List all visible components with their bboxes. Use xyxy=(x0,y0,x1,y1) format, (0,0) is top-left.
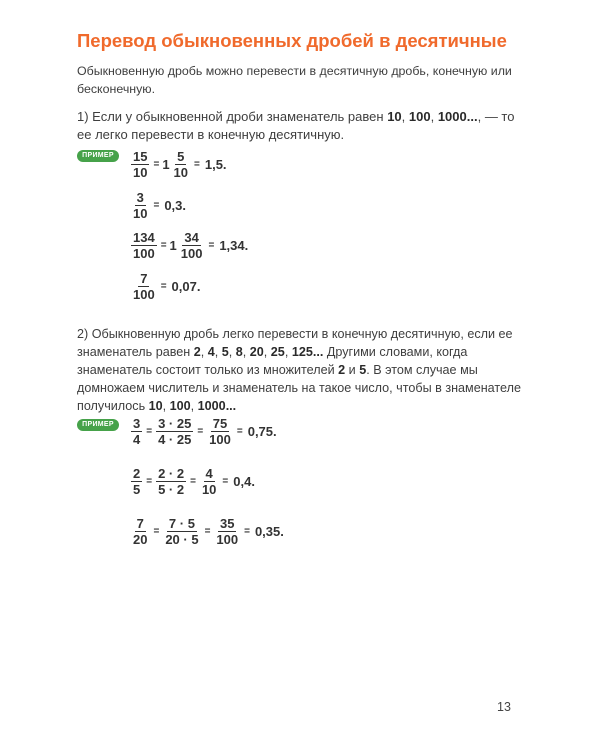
intro-paragraph: Обыкновенную дробь можно перевести в десятичную дробь, конечную или бесконечную. xyxy=(77,64,512,96)
fraction: $\frac{3 \cdot 25}{4 \cdot 25}$ xyxy=(158,416,192,447)
fraction: $\frac{7}{100}$ xyxy=(133,271,155,302)
fraction: $\frac{75}{100}$ xyxy=(209,416,231,447)
fraction: $\frac{7}{20}$ xyxy=(133,516,148,547)
fraction: $\frac{134}{100}$ xyxy=(133,230,155,261)
fraction: $\frac{2}{5}$ xyxy=(133,466,141,497)
page-number: 13 xyxy=(497,700,511,714)
fraction: $\frac{2 \cdot 2}{5 \cdot 2}$ xyxy=(158,466,185,497)
example-2-equation-3: $\frac{7}{20}$ = $\frac{7 \cdot 5}{20 \cdot 5}$ = $\frac{35}{100}$ = 0,35. xyxy=(133,516,284,547)
example-2-equation-1: $\frac{3}{4}$ = $\frac{3 \cdot 25}{4 \cdot 25}$ = $\frac{75}{100}$ = 0,75. xyxy=(133,416,277,447)
fraction: $\frac{34}{100}$ xyxy=(180,230,203,261)
example-badge-1: ПРИМЕР xyxy=(77,150,119,162)
fraction: $\frac{15}{10}$ xyxy=(133,149,148,180)
example-1-equation-2: $\frac{3}{10}$ = 0,3. xyxy=(133,190,186,221)
fraction: $\frac{3}{10}$ xyxy=(133,190,148,221)
rule-2-paragraph: 2) Обыкновенную дробь легко перевести в конечную десятичную, если ее знаменатель равен 2, 4, 5, 8, 20, 25, 125... Другими словами, когда знаменатель состоит только из множителей 2 и 5. В этом случае мы домножаем числитель и знаменатель на такое число, чтобы в знаменателе получилось 10, 100, 1000... xyxy=(77,327,521,413)
fraction: $\frac{35}{100}$ xyxy=(216,516,239,547)
page-title: Перевод обыкновенных дробей в десятичные xyxy=(77,30,507,51)
example-1-equation-3: $\frac{134}{100}$ = 1 $\frac{34}{100}$ = 1,34. xyxy=(133,230,249,261)
example-1-equation-4: $\frac{7}{100}$ = 0,07. xyxy=(133,271,201,302)
fraction: $\frac{7 \cdot 5}{20 \cdot 5}$ xyxy=(165,516,199,547)
example-1-equation-1: $\frac{15}{10}$ = 1 $\frac{5}{10}$ = 1,5. xyxy=(133,149,227,180)
fraction: $\frac{3}{4}$ xyxy=(133,416,141,447)
fraction: $\frac{4}{10}$ xyxy=(201,466,217,497)
fraction: $\frac{5}{10}$ xyxy=(173,149,189,180)
example-badge-2: ПРИМЕР xyxy=(77,419,119,431)
example-2-equation-2: $\frac{2}{5}$ = $\frac{2 \cdot 2}{5 \cdot 2}$ = $\frac{4}{10}$ = 0,4. xyxy=(133,466,255,497)
rule-1-paragraph: 1) Если у обыкновенной дроби знаменатель равен 10, 100, 1000..., — то ее легко перевести в конечную десятичную. xyxy=(77,109,515,142)
